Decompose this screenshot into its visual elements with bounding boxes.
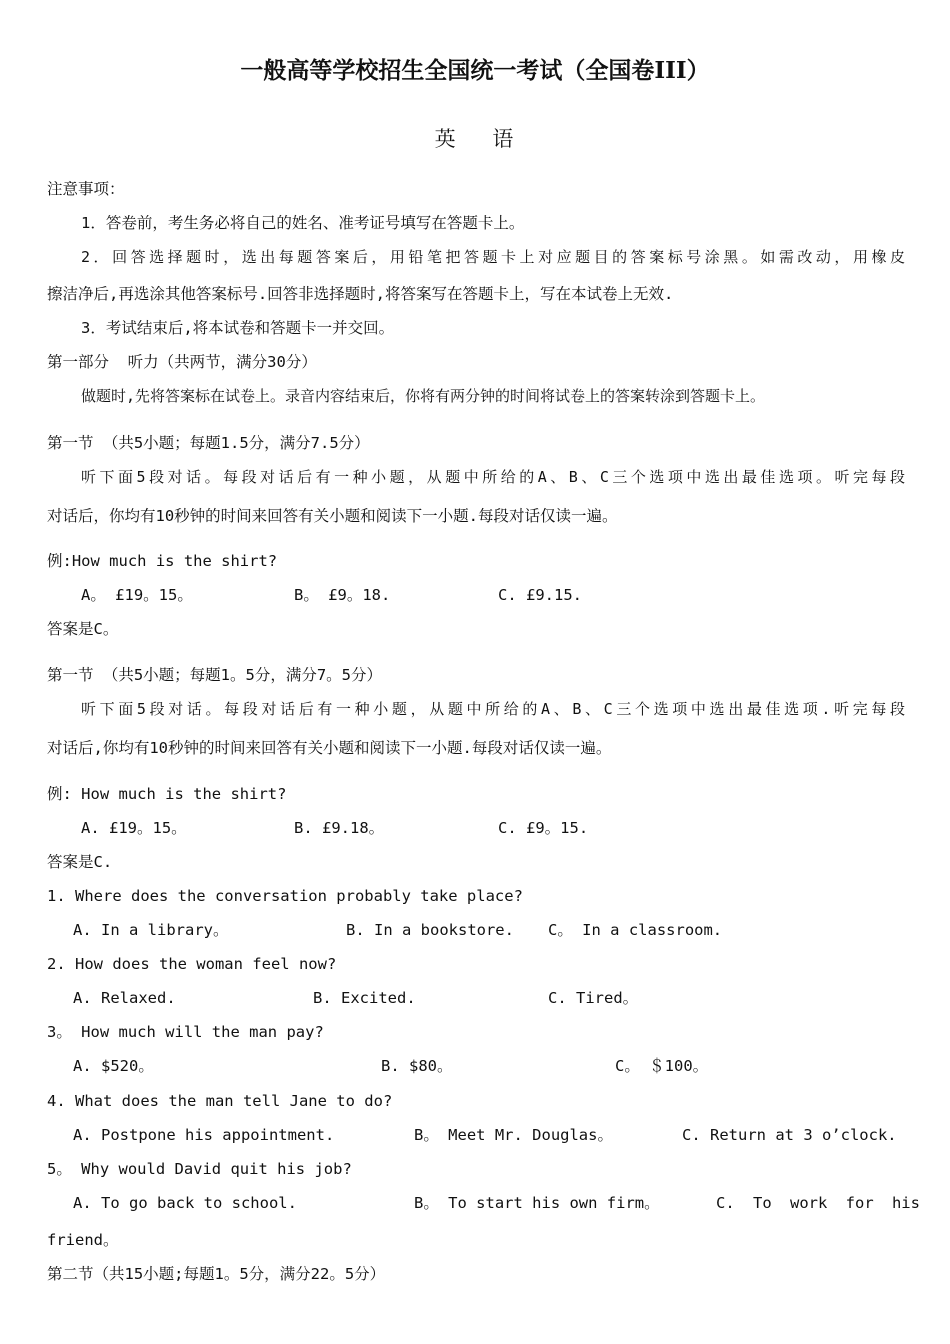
- section1a-example: 例:How much is the shirt?: [47, 552, 278, 570]
- section1b-heading: 第一节 （共5小题；每题1。5分，满分7。5分）: [47, 666, 382, 684]
- question-2-option-b: B. Excited.: [313, 989, 416, 1007]
- question-3: 3。 How much will the man pay?: [47, 1023, 324, 1041]
- section1b-option-a: A. £19。15。: [81, 819, 187, 837]
- question-4: 4. What does the man tell Jane to do?: [47, 1092, 393, 1110]
- section1b-answer: 答案是C.: [47, 853, 113, 871]
- exam-title: 一般高等学校招生全国统一考试（全国卷III）: [240, 57, 710, 84]
- question-4-option-c: C. Return at 3 o’clock.: [682, 1126, 897, 1144]
- section1a-answer: 答案是C。: [47, 620, 119, 638]
- question-2-option-c: C. Tired。: [548, 989, 639, 1007]
- question-4-option-a: A. Postpone his appointment.: [73, 1126, 335, 1144]
- notice-heading: 注意事项：: [47, 180, 125, 198]
- part1-instruction: 做题时,先将答案标在试卷上。录音内容结束后，你将有两分钟的时间将试卷上的答案转涂到答题卡上。: [81, 387, 766, 405]
- question-3-option-b: B. $80。: [381, 1057, 453, 1075]
- question-1-option-c: C。 In a classroom.: [548, 921, 723, 939]
- section1a-option-a: A。 £19。15。: [81, 586, 193, 604]
- question-5: 5。 Why would David quit his job?: [47, 1160, 352, 1178]
- section1b-option-b: B. £9.18。: [294, 819, 385, 837]
- question-1: 1. Where does the conversation probably take place?: [47, 887, 523, 905]
- question-5-option-a: A. To go back to school.: [73, 1194, 297, 1212]
- notice-item-2: 2．回答选择题时，选出每题答案后，用铅笔把答题卡上对应题目的答案标号涂黑。如需改动，用橡皮: [81, 248, 905, 266]
- section1a-heading: 第一节 （共5小题；每题1.5分，满分7.5分）: [47, 434, 370, 452]
- part1-heading: 第一部分 听力（共两节，满分30分）: [47, 353, 317, 371]
- question-1-option-a: A. In a library。: [73, 921, 229, 939]
- question-5-option-c: C. To work for his: [716, 1194, 920, 1212]
- section2-heading: 第二节（共15小题;每题1。5分，满分22。5分）: [47, 1265, 386, 1283]
- section1a-instruction-1: 听下面5段对话。每段对话后有一种小题，从题中所给的A、B、C三个选项中选出最佳选项。听完每段: [81, 468, 905, 486]
- question-1-option-b: B. In a bookstore.: [346, 921, 514, 939]
- section1b-example: 例: How much is the shirt?: [47, 785, 287, 803]
- section1a-instruction-2: 对话后，你均有10秒钟的时间来回答有关小题和阅读下一小题.每段对话仅读一遍。: [47, 507, 618, 525]
- notice-item-1: 1．答卷前，考生务必将自己的姓名、准考证号填写在答题卡上。: [81, 214, 525, 232]
- question-5-option-c-cont: friend。: [47, 1231, 119, 1249]
- question-5-option-b: B。 To start his own firm。: [414, 1194, 660, 1212]
- section1b-option-c: C. £9。15.: [498, 819, 589, 837]
- question-3-option-c: C。 ＄100。: [615, 1057, 709, 1075]
- section1a-option-b: B。 £9。18.: [294, 586, 391, 604]
- section1b-instruction-2: 对话后,你均有10秒钟的时间来回答有关小题和阅读下一小题.每段对话仅读一遍。: [47, 739, 612, 757]
- section1b-instruction-1: 听下面5段对话。每段对话后有一种小题，从题中所给的A、B、C三个选项中选出最佳选项.听完每段: [81, 700, 905, 718]
- question-3-option-a: A. $520。: [73, 1057, 154, 1075]
- section1a-option-c: C. £9.15.: [498, 586, 582, 604]
- subject-title: 英 语: [434, 127, 516, 151]
- question-2: 2. How does the woman feel now?: [47, 955, 337, 973]
- notice-item-2-cont: 擦洁净后,再选涂其他答案标号.回答非选择题时,将答案写在答题卡上，写在本试卷上无效.: [47, 285, 674, 303]
- notice-item-3: 3．考试结束后,将本试卷和答题卡一并交回。: [81, 319, 395, 337]
- question-4-option-b: B。 Meet Mr. Douglas。: [414, 1126, 613, 1144]
- question-2-option-a: A. Relaxed.: [73, 989, 176, 1007]
